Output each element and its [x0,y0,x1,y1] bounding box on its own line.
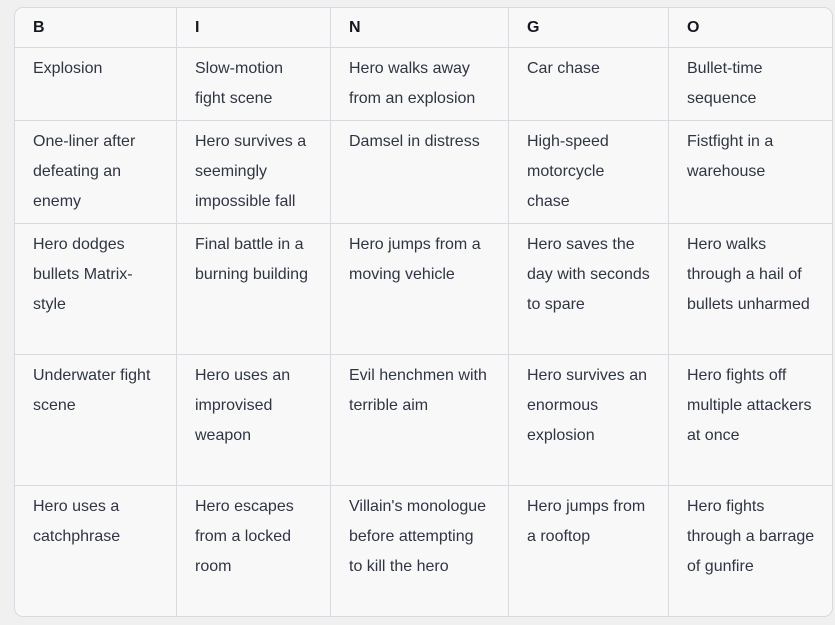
bingo-cell: Hero fights through a barrage of gunfire [687,498,815,575]
bingo-cell: Hero dodges bullets Matrix-style [15,224,177,355]
bingo-table-container [14,7,831,617]
bingo-cell: Car chase [509,48,669,121]
column-header-o: O [669,8,832,48]
bingo-cell: Evil henchmen with terrible aim [331,355,509,486]
bingo-cell: Underwater fight scene [15,355,177,486]
bingo-table-body [15,48,832,616]
bingo-table-header [15,8,832,48]
bingo-cell: Hero jumps from a rooftop [509,486,669,616]
table-row [15,224,832,355]
bingo-cell: Hero walks away from an explosion [331,48,509,121]
bingo-cell: Hero saves the day with seconds to spare [509,224,669,355]
bingo-cell: Villain's monologue before attempting to kill the hero [331,486,509,616]
bingo-cell: Hero fights off multiple attackers at once [669,355,832,486]
bingo-cell: Bullet-time sequence [669,48,832,121]
header-row [15,8,832,48]
bingo-cell: Hero survives an enormous explosion [509,355,669,486]
column-header-n: N [331,8,509,48]
bingo-cell: Damsel in distress [331,121,509,224]
bingo-cell: Explosion [15,48,177,121]
table-row [15,121,832,224]
bingo-cell: Hero walks through a hail of bullets unharmed [669,224,832,355]
column-header-i: I [177,8,331,48]
bingo-cell: Fistfight in a warehouse [669,121,832,224]
bingo-cell: One-liner after defeating an enemy [15,121,177,224]
table-row [15,486,832,616]
bingo-cell: Hero survives a seemingly impossible fall [177,121,331,224]
bingo-cell: Slow-motion fight scene [177,48,331,121]
bingo-cell: Hero escapes from a locked room [177,486,331,616]
bingo-cell: Hero uses an improvised weapon [177,355,331,486]
table-row [15,355,832,486]
bingo-cell: Hero uses a catchphrase [15,486,177,616]
bingo-cell: Final battle in a burning building [177,224,331,355]
bingo-cell: Hero jumps from a moving vehicle [331,224,509,355]
bingo-table [14,7,833,617]
table-row [15,48,832,121]
bingo-cell: High-speed motorcycle chase [509,121,669,224]
column-header-g: G [509,8,669,48]
column-header-b: B [15,8,177,48]
